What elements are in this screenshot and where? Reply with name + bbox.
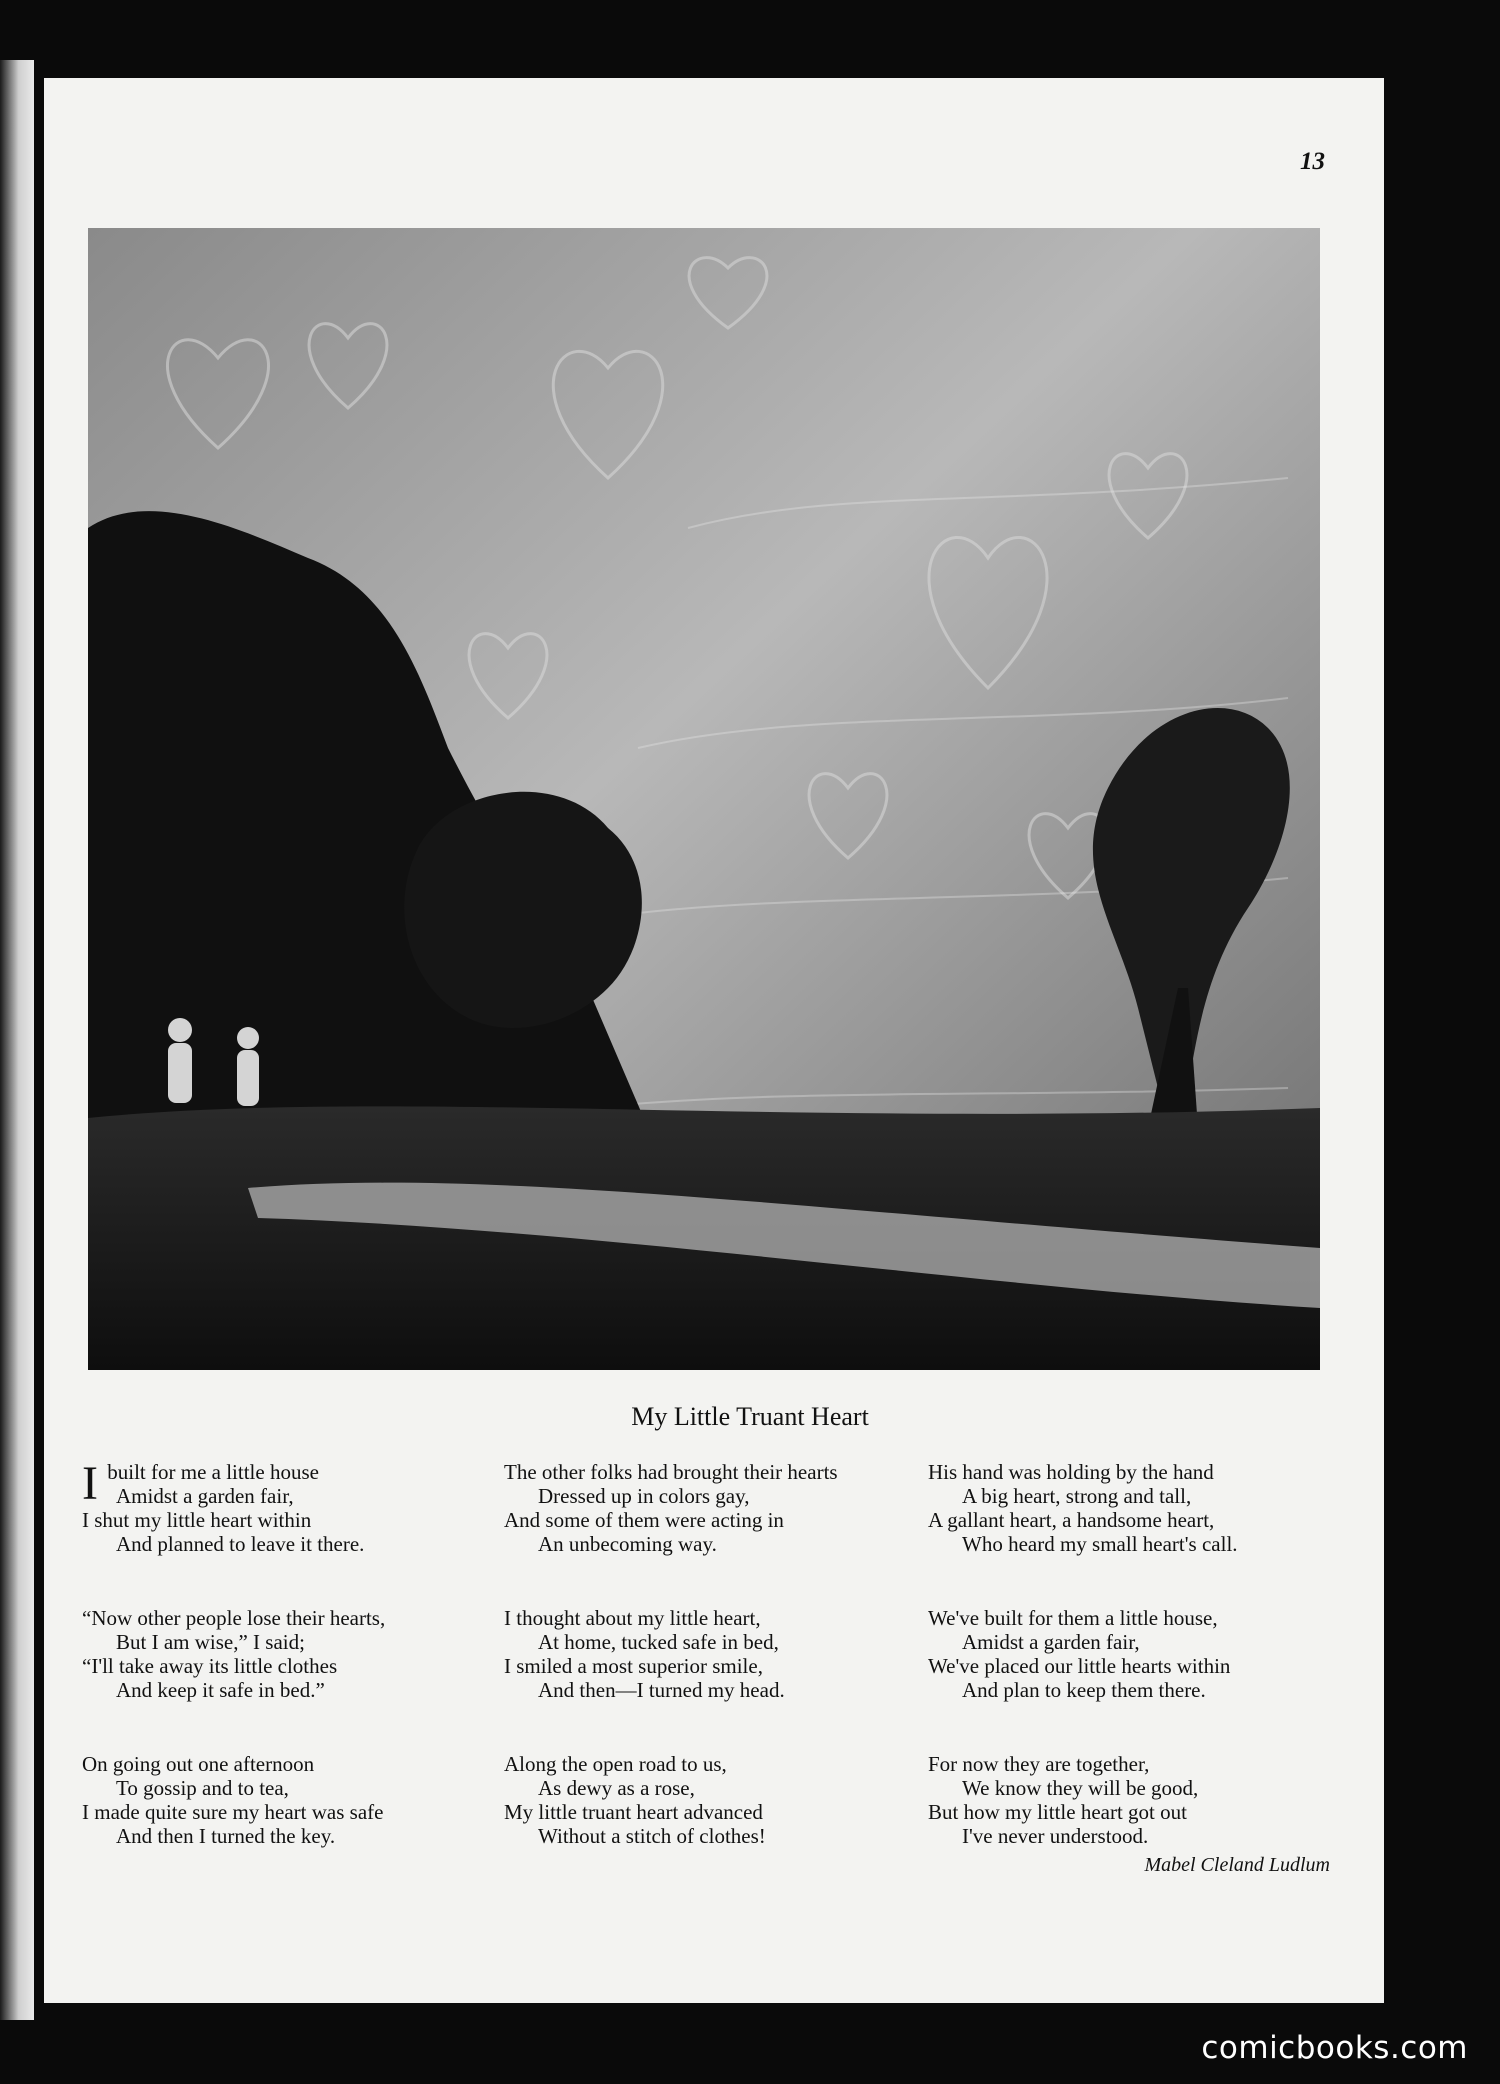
poem-line: My little truant heart advanced (504, 1800, 763, 1824)
poem-line: To gossip and to tea, (116, 1776, 289, 1800)
poem-column-1 (82, 1457, 492, 1898)
poem-line: And then—I turned my head. (538, 1678, 785, 1702)
left-page-edge (0, 60, 34, 2020)
stanza (928, 1460, 1338, 1606)
poem-line: I shut my little heart within (82, 1508, 312, 1532)
poem-line: And some of them were acting in (504, 1508, 784, 1532)
poem-line: built for me a little house (102, 1460, 319, 1484)
poem-line: At home, tucked safe in bed, (538, 1630, 779, 1654)
poem-line: And planned to leave it there. (116, 1532, 365, 1556)
poem-line: As dewy as a rose, (538, 1776, 695, 1800)
author-signature: Mabel Cleland Ludlum (1144, 1854, 1330, 1876)
poem-line: But how my little heart got out (928, 1800, 1187, 1824)
poem-line: And keep it safe in bed.” (116, 1678, 325, 1702)
stanza (928, 1606, 1338, 1752)
poem-line: We've placed our little hearts within (928, 1654, 1231, 1678)
stanza (82, 1606, 492, 1752)
poem-line: We've built for them a little house, (928, 1606, 1218, 1630)
poem-line: Amidst a garden fair, (116, 1484, 294, 1508)
poem-line: The other folks had brought their hearts (504, 1460, 838, 1484)
poem-line: An unbecoming way. (538, 1532, 717, 1556)
stanza (504, 1606, 924, 1752)
poem-line: And then I turned the key. (116, 1824, 336, 1848)
poem-line: I've never understood. (962, 1824, 1149, 1848)
poem-line: On going out one afternoon (82, 1752, 315, 1776)
poem-column-3 (928, 1460, 1338, 1898)
poem-line: I thought about my little heart, (504, 1606, 761, 1630)
poem-title: My Little Truant Heart (631, 1402, 869, 1431)
poem-line: Amidst a garden fair, (962, 1630, 1140, 1654)
poem-line: Along the open road to us, (504, 1752, 727, 1776)
poem-line: A big heart, strong and tall, (962, 1484, 1192, 1508)
page-number: 13 (1300, 148, 1325, 175)
poem-line: But I am wise,” I said; (116, 1630, 305, 1654)
drop-cap: I (82, 1457, 98, 1510)
poem-line: A gallant heart, a handsome heart, (928, 1508, 1215, 1532)
illustration-art (88, 228, 1320, 1370)
stanza (82, 1752, 492, 1898)
poem-line: Who heard my small heart's call. (962, 1532, 1238, 1556)
illustration (88, 228, 1320, 1370)
poem-line: “I'll take away its little clothes (82, 1654, 338, 1678)
poem-line: “Now other people lose their hearts, (82, 1606, 386, 1630)
stanza (504, 1460, 924, 1606)
poem-line: I smiled a most superior smile, (504, 1654, 763, 1678)
poem-line: And plan to keep them there. (962, 1678, 1206, 1702)
watermark: comicbooks.com (1201, 2030, 1468, 2066)
poem-line: For now they are together, (928, 1752, 1150, 1776)
poem-column-2 (504, 1460, 924, 1898)
stanza (504, 1752, 924, 1898)
poem-line: We know they will be good, (962, 1776, 1199, 1800)
poem-line: Without a stitch of clothes! (538, 1824, 766, 1848)
poem-line: His hand was holding by the hand (928, 1460, 1214, 1484)
poem-line: Dressed up in colors gay, (538, 1484, 750, 1508)
poem-line: I made quite sure my heart was safe (82, 1800, 384, 1824)
stanza (82, 1457, 492, 1606)
